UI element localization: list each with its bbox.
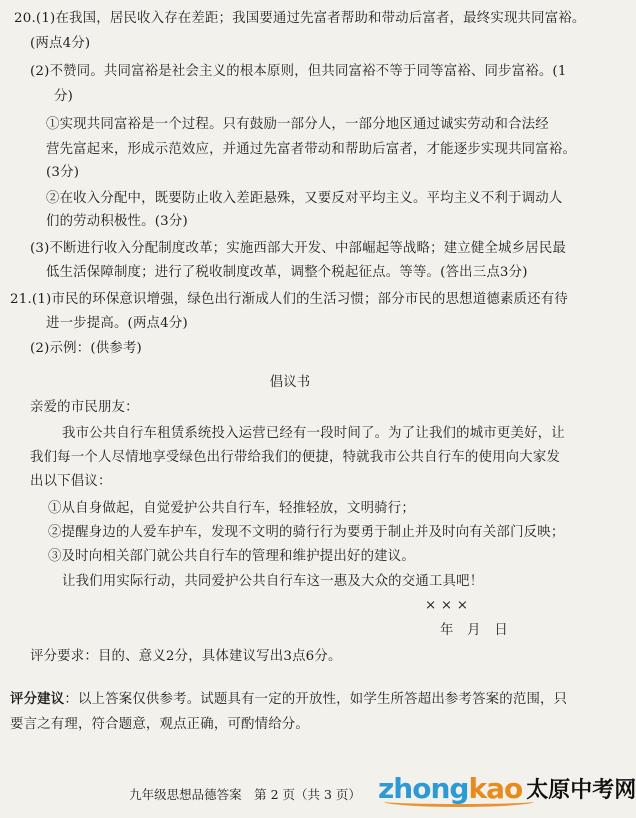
- q20-part2-line2: 分): [54, 89, 74, 104]
- proposal-body-line3: 出以下倡议：: [30, 474, 112, 489]
- proposal-item-1: ①从自身做起，自觉爱护公共自行车，轻推轻放，文明骑行；: [48, 501, 415, 516]
- proposal-body-line2: 我们每一个人尽情地享受绿色出行带给我们的便捷，特就我市公共自行车的使用向大家发: [30, 450, 561, 465]
- proposal-item-3: ③及时向相关部门就公共自行车的管理和维护提出好的建议。: [48, 549, 415, 564]
- scoring-note-line2: 要言之有理，符合题意，观点正确，可酌情给分。: [10, 717, 309, 732]
- scoring-note-text: ：以上答案仅供参考。试题具有一定的开放性，如学生所答超出参考答案的范围，只: [64, 692, 568, 707]
- watermark-swoosh-icon: [384, 796, 534, 807]
- proposal-closing: 让我们用实际行动，共同爱护公共自行车这一惠及大众的交通工具吧！: [62, 574, 484, 589]
- q20-part3-line1: (3)不断进行收入分配制度改革；实施西部大开发、中部崛起等战略；建立健全城乡居民最: [30, 241, 567, 256]
- scoring-note-line1: [10, 690, 567, 709]
- q20-part2-point1-line3: (3分): [46, 165, 80, 180]
- proposal-salutation: 亲爱的市民朋友：: [30, 400, 139, 415]
- proposal-body-line1: 我市公共自行车租赁系统投入运营已经有一段时间了。为了让我们的城市更美好，让: [62, 426, 565, 441]
- q21-part1-line1: 21.(1)市民的环保意识增强，绿色出行渐成人们的生活习惯；部分市民的思想道德素质还有待: [10, 292, 568, 307]
- scoring-note-label: 评分建议: [10, 691, 65, 707]
- q20-part1-line2: (两点4分): [30, 36, 91, 51]
- q21-part1-line2: 进一步提高。(两点4分): [46, 316, 188, 331]
- site-watermark: [378, 770, 636, 806]
- q20-part2-point2-line1: ②在收入分配中，既要防止收入差距悬殊，又要反对平均主义。平均主义不利于调动人: [46, 191, 563, 206]
- scoring-requirement: 评分要求：目的、意义2分，具体建议写出3点6分。: [30, 649, 342, 664]
- proposal-item-2: ②提醒身边的人爱车护车，发现不文明的骑行行为要勇于制止并及时向有关部门反映；: [48, 525, 565, 540]
- watermark-site-name: 太原中考网: [526, 777, 636, 803]
- q20-part2-line1: (2)不赞同。共同富裕是社会主义的根本原则，但共同富裕不等于同等富裕、同步富裕。(1: [30, 64, 567, 79]
- q20-part2-point2-line2: 们的劳动积极性。(3分): [46, 214, 188, 229]
- proposal-date: 年 月 日: [440, 623, 508, 638]
- q21-part2-heading: (2)示例：(供参考): [30, 341, 142, 356]
- q20-part2-point1-line1: ①实现共同富裕是一个过程。只有鼓励一部分人，一部分地区通过诚实劳动和合法经: [46, 117, 549, 132]
- watermark-zhong: zhong: [378, 771, 469, 805]
- proposal-title: 倡议书: [269, 375, 311, 390]
- q20-part1-line1: 20.(1)在我国，居民收入存在差距；我国要通过先富者帮助和带动后富者，最终实现共同富裕。: [14, 11, 586, 26]
- q20-part3-line2: 低生活保障制度；进行了税收制度改革，调整个税起征点。等等。(答出三点3分): [46, 265, 528, 280]
- page-footer: 九年级思想品德答案 第 2 页（共 3 页）: [129, 787, 361, 802]
- proposal-signature: × × ×: [425, 598, 469, 613]
- watermark-kao: kao: [468, 771, 523, 805]
- q20-part2-point1-line2: 营先富起来，形成示范效应，并通过先富者带动和帮助后富者，才能逐步实现共同富裕。: [46, 142, 577, 157]
